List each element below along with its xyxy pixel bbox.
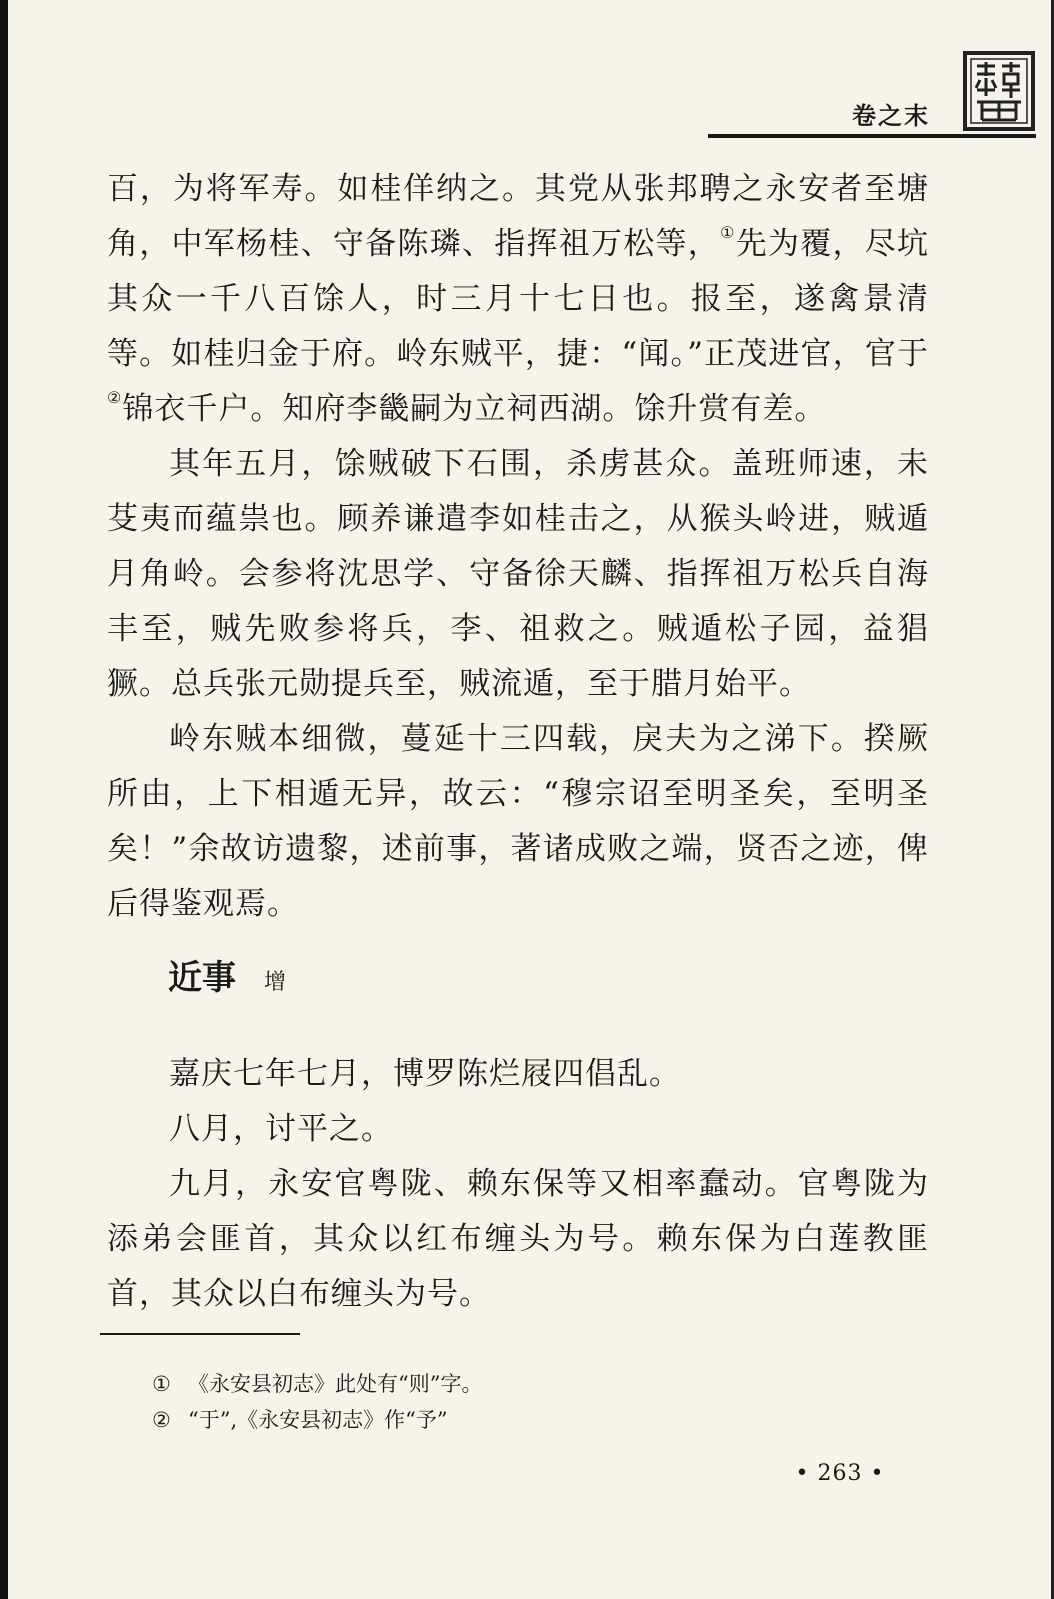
section-tag: 增 — [264, 970, 287, 995]
paragraph: 八月，讨平之。 — [169, 1111, 393, 1147]
page-left-edge — [0, 0, 8, 1599]
paragraph: 嘉庆七年七月，博罗陈烂屐四倡乱。 — [169, 1056, 681, 1092]
paragraph: 九月，永安官粤陇、赖东保等又相率蠢动。官粤陇为添弟会匪首，其众以红布缠头为号。赖东保为白莲教匪首，其众以白布缠头为号。 — [107, 1166, 929, 1312]
section-title-text: 近事 — [168, 958, 236, 998]
page-number: • 263 • — [795, 1461, 885, 1486]
paragraph: 其年五月，馀贼破下石围，杀虏甚众。盖班师速，未芟夷而蕴祟也。顾养谦遣李如桂击之，从猴头岭进，贼遁月角岭。会参将沈思学、守备徐天麟、指挥祖万松兵自海丰至，贼先败参将兵，李、祖救之。贼遁松子园，益猖獗。总兵张元勋提兵至，贼流遁，至于腊月始平。 — [107, 446, 929, 702]
footnote-number: ② — [152, 1408, 171, 1432]
footnotes — [152, 1366, 852, 1438]
footnote-text: “于”,《永安县初志》作“予” — [188, 1408, 448, 1432]
footnote-1 — [152, 1366, 852, 1402]
footnote-ref-1: ① — [720, 223, 736, 242]
text-segment: 锦衣千户。知府李畿嗣为立祠西湖。馀升赏有差。 — [122, 391, 827, 427]
footnote-2 — [152, 1402, 852, 1438]
footnote-ref-2: ② — [107, 388, 123, 407]
header-rule — [708, 134, 1036, 138]
section-heading — [168, 950, 286, 999]
seal-stamp-icon — [962, 50, 1036, 132]
main-body — [107, 162, 929, 932]
chapter-header: 卷之末 — [852, 102, 930, 130]
text-segment: 先为覆，尽坑其众一千八百馀人，时三月十七日也。报至，遂禽景清等。如桂归金于府。岭东贼平，捷：“闻。”正茂进官，官于 — [107, 226, 930, 372]
footnote-rule — [100, 1333, 300, 1335]
text-segment: 百，为将军寿。如桂佯纳之。其党从张邦聘之永安者至塘角，中军杨桂、守备陈璘、指挥祖万松等， — [107, 171, 929, 262]
footnote-text: 《永安县初志》此处有“则”字。 — [188, 1372, 483, 1396]
paragraph-continued — [107, 162, 929, 437]
section-body — [107, 1047, 929, 1322]
footnote-number: ① — [152, 1372, 171, 1396]
paragraph: 岭东贼本细微，蔓延十三四载，戾夫为之涕下。揆厥所由，上下相遁无异，故云：“穆宗诏至明圣矣，至明圣矣！”余故访遗黎，述前事，著诸成败之端，贤否之迹，俾后得鉴观焉。 — [107, 721, 929, 922]
